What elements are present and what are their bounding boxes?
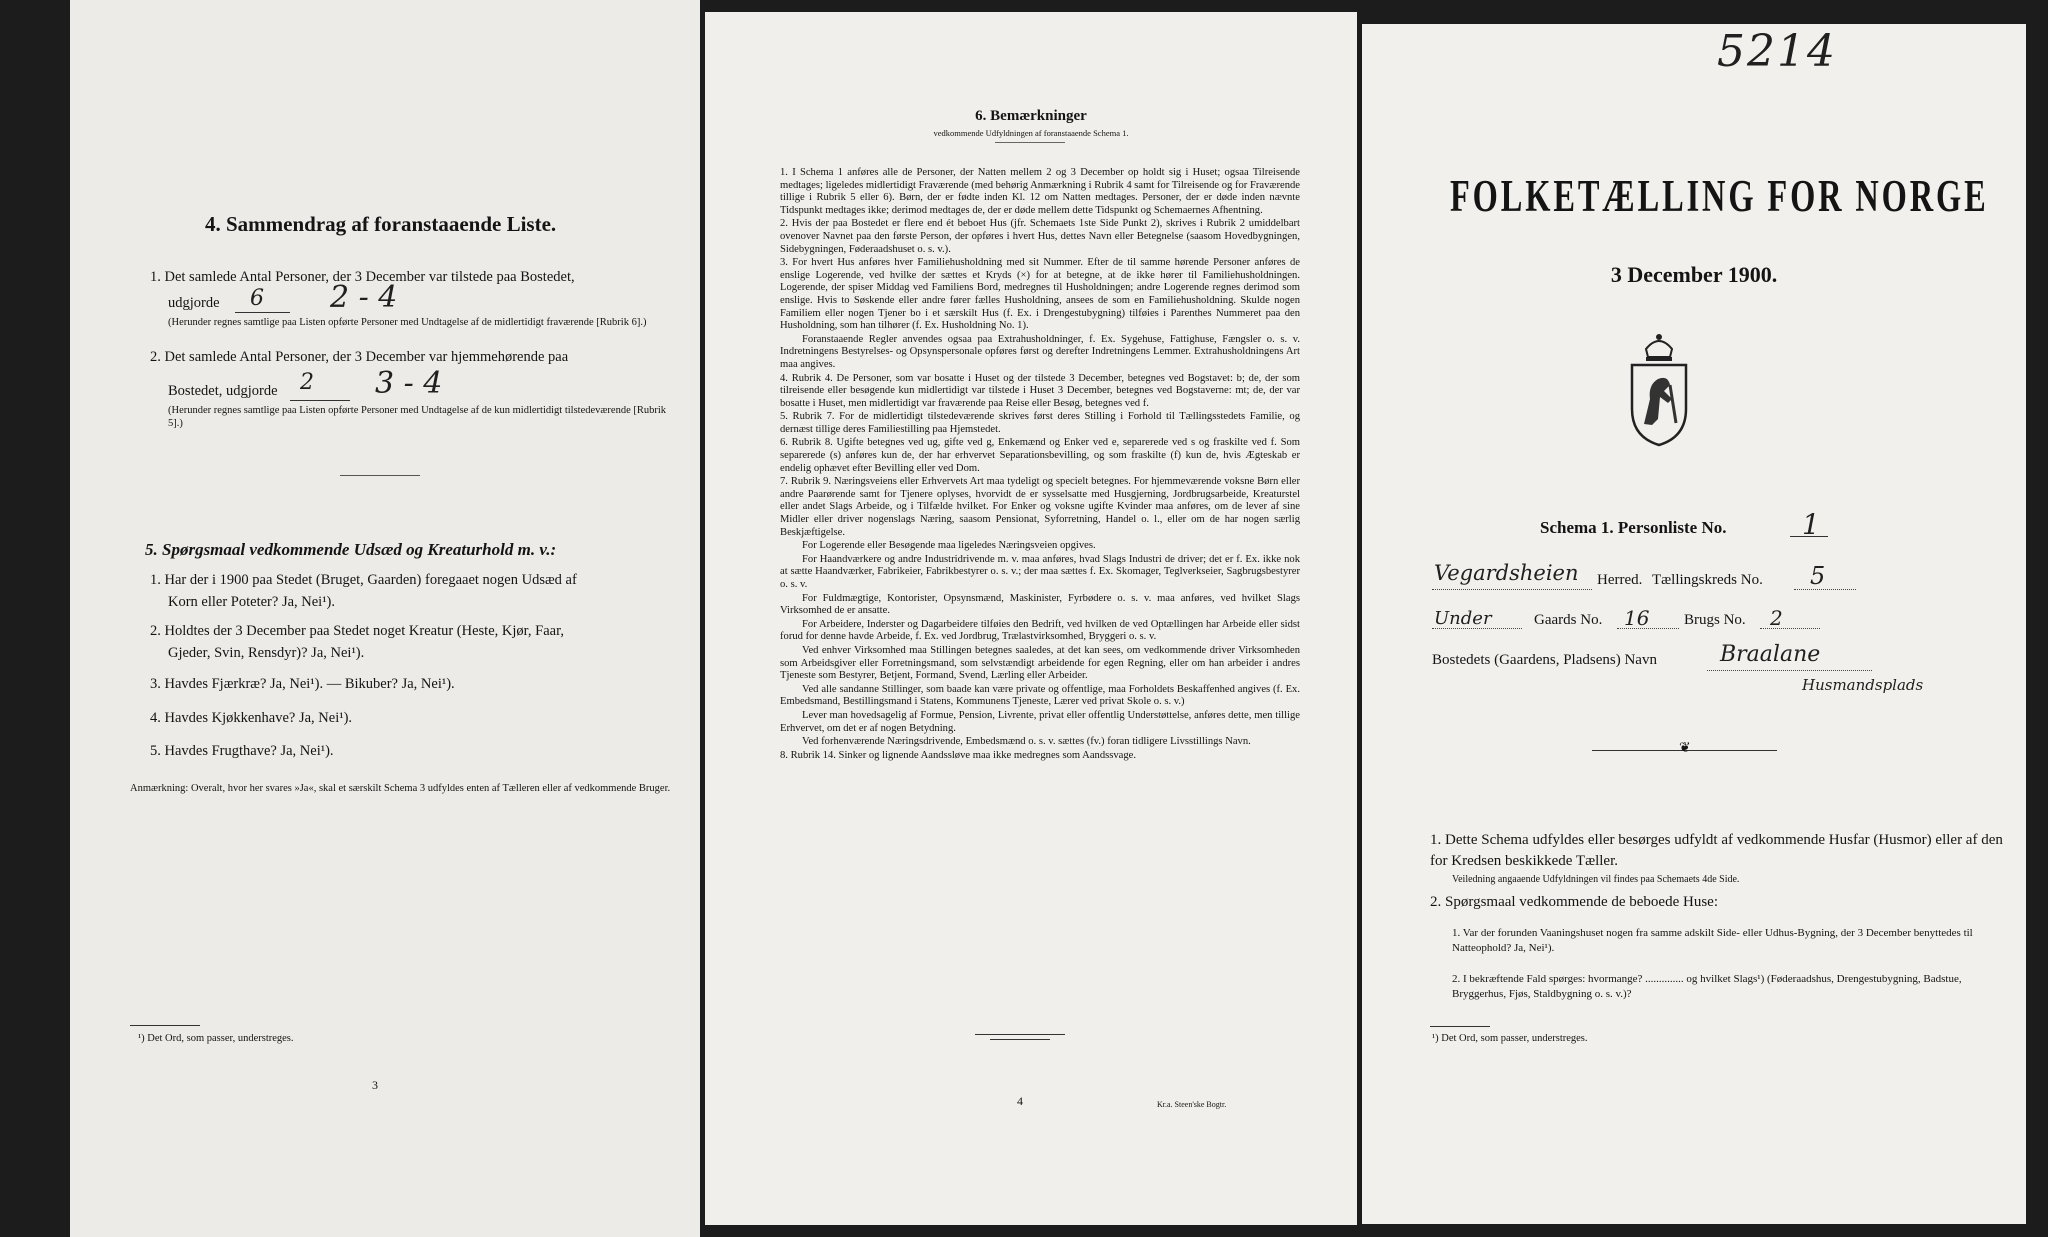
brugs-label: Brugs No. bbox=[1684, 612, 1746, 628]
kreds-number: 5 bbox=[1810, 562, 1826, 590]
remark-item: Lever man hovedsagelig af Formue, Pension, Livrente, privat eller offentlig Understøttelse, anføres dette, men tillige Erhvervet, om det er af nogen Betydning. bbox=[780, 709, 1300, 734]
remark-item: 3. For hvert Hus anføres hver Familiehusholdning med sit Nummer. Efter de til samme hørende Personer anføres de enslige Logerende, ved hvilke der sættes et Kryds (×) for at betegne, at de ikke hører til Familiehusholdningen. Logerende, der spiser Middag ved Familiens Bord, medregnes til Husholdningen; andre Logerende regnes derimod som enslige. Hvis to Søskende eller andre fører fælles Husholdning, ansees de som en Familiehusholdning. Skulde nogen Familiem eller nogen Tjener bo i et særskilt Hus (f. Ex. i Drengestubygning) tilføies i Parenthes Nummeret paa den Husholdning, som han tilhører (f. Ex. Husholdning No. 1). bbox=[780, 257, 1300, 332]
footnote-p3: ¹) Det Ord, som passer, understreges. bbox=[138, 1033, 294, 1044]
remark-item: 1. I Schema 1 anføres alle de Personer, der Natten mellem 2 og 3 December op holdt sig i Huset; ogsaa Tilreisende medtages; ligeledes midlertidigt Fraværende (med behørig Anmærkning i Rubrik 4 samt for Tilreisende og for Fraværende tillige i Rubrik 5 eller 6). Børn, der er fødte inden Kl. 12 om Natten medtages. Personer, der er døde inden nævnte Tidspunkt medtages ikke; derimod medtages de, der er døde mellem dette Tidspunkt og Schemaernes Afhentning. bbox=[780, 167, 1300, 216]
q2-hand-b: 3 - 4 bbox=[375, 366, 443, 401]
remark-item: 2. Hvis der paa Bostedet er flere end ét beboet Hus (jfr. Schemaets 1ste Side Punkt 2), skrives i Rubrik 2 umiddelbart ovenover Navnet paa den første Person, der opføres i hvert Hus, dettes Navn eller Betegnelse (saasom Hovedbygningen, Sidebygningen, Føderaadshuset o. s. v.). bbox=[780, 218, 1300, 255]
coat-of-arms-icon bbox=[1624, 329, 1694, 447]
bosted-value: Braalane bbox=[1720, 642, 1821, 667]
s5-line-2: Korn eller Poteter? Ja, Nei¹). bbox=[168, 593, 336, 610]
instruction-1-note: Veiledning angaaende Udfyldningen vil findes paa Schemaets 4de Side. bbox=[1452, 874, 1740, 885]
printer-mark: Kr.a. Steen'ske Bogtr. bbox=[1157, 1100, 1227, 1109]
q2-hand-a: 2 bbox=[300, 370, 314, 395]
instruction-2-2: 2. I bekræftende Fald spørges: hvormange? .............. og hvilket Slags¹) (Føderaadshus, Drengestubygning, Badstue, Bryggerhus, Fjøs, Staldbygning o. s. v.)? bbox=[1452, 973, 1962, 1000]
remark-item: For Arbeidere, Inderster og Dagarbeidere tilføies den Bedrift, ved hvilken de ved Optællingen har Arbeide eller sidst forud for denne havde Arbeide, f. Ex. ved Jordbrug, Trælastvirksomhed, Bryggeri o. s. v. bbox=[780, 618, 1300, 643]
section-4-title: 4. Sammendrag af foranstaaende Liste. bbox=[205, 212, 557, 236]
under-value: Under bbox=[1434, 608, 1492, 629]
s5-line-1: 1. Har der i 1900 paa Stedet (Bruget, Gaarden) foregaaet nogen Udsæd af bbox=[150, 572, 577, 588]
remark-item: Ved alle sandanne Stillinger, som baade kan være private og offentlige, maa Forholdets Beskaffenhed angives (f. Ex. Embedsmand, Bestillingsmand i Statens, Kommunens Tjeneste, Lærer ved privat Skole o. s. v.) bbox=[780, 683, 1300, 708]
schema-label: Schema 1. Personliste No. bbox=[1540, 518, 1727, 537]
brugs-number: 2 bbox=[1770, 606, 1783, 630]
remark-item: 8. Rubrik 14. Sinker og lignende Aandssløve maa ikke medregnes som Aandssvage. bbox=[780, 749, 1137, 761]
census-title: FOLKETÆLLING FOR NORGE bbox=[1450, 171, 1989, 221]
remarks-subtitle: vedkommende Udfyldningen af foranstaaende Schema 1. bbox=[933, 128, 1129, 138]
page-number-3: 3 bbox=[372, 1078, 378, 1092]
remark-item: Ved enhver Virksomhed maa Stillingen betegnes saaledes, at det kan sees, om vedkommende driver Virksomheden som Arbeidsgiver eller Forretningsmand, som selvstændigt arbeidende for egen Regning, eller om han arbeider i andres Tjeneste som Bestyrer, Betjent, Formand, Svend, Lærling eller Arbeider. bbox=[780, 644, 1300, 682]
remark-item: 4. Rubrik 4. De Personer, som var bosatte i Huset og der tilstede 3 December, betegnes ved Bogstavet: b; de, der som tilreisende eller besøgende kun midlertidigt var tilstede i Huset 3 December, betegnes ved Bogstaverne: mt; de, der var bosatte i Huset, men midlertidigt var fraværende paa Reise eller Besøg, betegnes ved f. bbox=[780, 372, 1300, 409]
census-date: 3 December 1900. bbox=[1610, 262, 1778, 287]
q1-hand-a: 6 bbox=[250, 286, 264, 311]
schema-number: 1 bbox=[1802, 508, 1820, 541]
q1-hand-b: 2 - 4 bbox=[330, 280, 398, 315]
q1-label: udgjorde bbox=[168, 295, 220, 311]
q2-label: Bostedet, udgjorde bbox=[168, 383, 278, 399]
instruction-2-1: 1. Var der forunden Vaaningshuset nogen fra samme adskilt Side- eller Udhus-Bygning, der 3 December benyttedes til Natteophold? Ja, Nei¹). bbox=[1452, 927, 1973, 954]
page-number-4: 4 bbox=[1017, 1094, 1023, 1108]
remark-item: For Fuldmægtige, Kontorister, Opsynsmænd, Maskinister, Fyrbødere o. s. v. maa anføres, ved hvilket Slags Virksomhed de er ansatte. bbox=[780, 592, 1300, 617]
remark-item: 5. Rubrik 7. For de midlertidigt tilstedeværende skrives først deres Stilling i Forhold til Tællingsstedets Familie, og dernæst tillige deres Familiestilling paa Hjemstedet. bbox=[780, 411, 1300, 435]
page-3 bbox=[70, 0, 700, 1237]
herred-label: Herred. bbox=[1597, 572, 1643, 588]
section-5-title: 5. Spørgsmaal vedkommende Udsæd og Kreaturhold m. v.: bbox=[145, 540, 557, 559]
instruction-2: 2. Spørgsmaal vedkommende de beboede Huse: bbox=[1430, 894, 1718, 910]
remark-item: Foranstaaende Regler anvendes ogsaa paa Extrahusholdninger, f. Ex. Sygehuse, Fattighuse, Fængsler o. s. v. Indretningens Bestyrelses- og Opsynspersonale opføres først og derefter Indretningens Lemmer. Extrahusholdningens Art maa angives. bbox=[780, 333, 1300, 370]
page-1-title bbox=[1362, 24, 2026, 1224]
q2-note: (Herunder regnes samtlige paa Listen opførte Personer med Undtagelse af de kun midlertidigt tilstedeværende [Rubrik 5].) bbox=[168, 405, 667, 429]
kreds-label: Tællingskreds No. bbox=[1652, 572, 1763, 588]
ornament-icon: ❦ bbox=[1679, 741, 1691, 756]
s5-line-6: 4. Havdes Kjøkkenhave? Ja, Nei¹). bbox=[150, 709, 353, 726]
remarks-list bbox=[780, 167, 1300, 763]
s5-line-4: Gjeder, Svin, Rensdyr)? Ja, Nei¹). bbox=[168, 644, 365, 661]
instruction-1: 1. Dette Schema udfyldes eller besørges udfyldt af vedkommende Husfar (Husmor) eller af den for Kredsen beskikkede Tæller. bbox=[1430, 832, 2003, 869]
q1-text: 1. Det samlede Antal Personer, der 3 December var tilstede paa Bostedet, bbox=[150, 269, 575, 285]
bosted-value-2: Husmandsplads bbox=[1802, 676, 1924, 694]
anmaerkning: Anmærkning: Overalt, hvor her svares »Ja«, skal et særskilt Schema 3 udfyldes enten af Tælleren eller af vedkommende Bruger. bbox=[130, 783, 671, 794]
section-5-list bbox=[150, 570, 670, 763]
s5-line-3: 2. Holdtes der 3 December paa Stedet noget Kreatur (Heste, Kjør, Faar, bbox=[150, 623, 564, 639]
remark-item: For Haandværkere og andre Industridrivende m. v. maa anføres, hvad Slags Industri de driver; det er f. Ex. ikke nok at sætte Haandværker, Fabrikeier, Fabrikbestyrer o. s. v.; der maa sættes f. Ex. Skomager, Teglverkseier, Sagbrugsbestyrer o. s. v. bbox=[780, 553, 1300, 590]
bosted-label: Bostedets (Gaardens, Pladsens) Navn bbox=[1432, 652, 1657, 668]
footnote-p1: ¹) Det Ord, som passer, understreges. bbox=[1432, 1033, 1588, 1044]
s5-line-5: 3. Havdes Fjærkræ? Ja, Nei¹). — Bikuber? Ja, Nei¹). bbox=[150, 676, 455, 692]
remark-item: For Logerende eller Besøgende maa ligeledes Næringsveien opgives. bbox=[802, 540, 1096, 552]
remark-item: 7. Rubrik 9. Næringsveiens eller Erhvervets Art maa tydeligt og specielt betegnes. For hjemmeværende voksne Børn eller andre Paarørende samt for Tjenere oplyses, hvorvidt de er sysselsatte med Husgjerning, Jordbrugsarbeide, Kreaturstel eller andet Slags Arbeide, og i Tilfælde hvilket. For Enker og voksne ugifte Kvinder maa anføres, om de lever af sine Midler eller driver nogenslags Næring, saasom Pensionat, Syforretning, Handel o. l., eller om de har nogen særlig Beskjæftigelse. bbox=[780, 476, 1300, 538]
q2-text: 2. Det samlede Antal Personer, der 3 December var hjemmehørende paa bbox=[150, 349, 569, 365]
q1-note: (Herunder regnes samtlige paa Listen opførte Personer med Undtagelse af de midlertidigt fraværende [Rubrik 6].) bbox=[168, 317, 647, 328]
s5-line-7: 5. Havdes Frugthave? Ja, Nei¹). bbox=[150, 743, 334, 759]
page-4 bbox=[705, 12, 1357, 1225]
gaard-label: Gaards No. bbox=[1534, 612, 1603, 628]
herred-value: Vegardsheien bbox=[1434, 561, 1579, 585]
gaard-number: 16 bbox=[1624, 606, 1650, 630]
remark-item: Ved forhenværende Næringsdrivende, Embedsmænd o. s. v. sættes (fv.) foran tidligere Livsstillings Navn. bbox=[802, 736, 1251, 748]
remarks-title: 6. Bemærkninger bbox=[975, 108, 1087, 124]
remark-item: 6. Rubrik 8. Ugifte betegnes ved ug, gifte ved g, Enkemænd og Enker ved e, separerede ved s og fraskilte ved f. Som separerede (s) anføres kun de, der har erhvervet Separationsbevilling, og som fraskilte (f) kun de, hvis Ægteskab er endelig ophævet efter Bevilling eller ved Dom. bbox=[780, 437, 1300, 474]
archive-number: 5214 bbox=[1717, 26, 1837, 77]
